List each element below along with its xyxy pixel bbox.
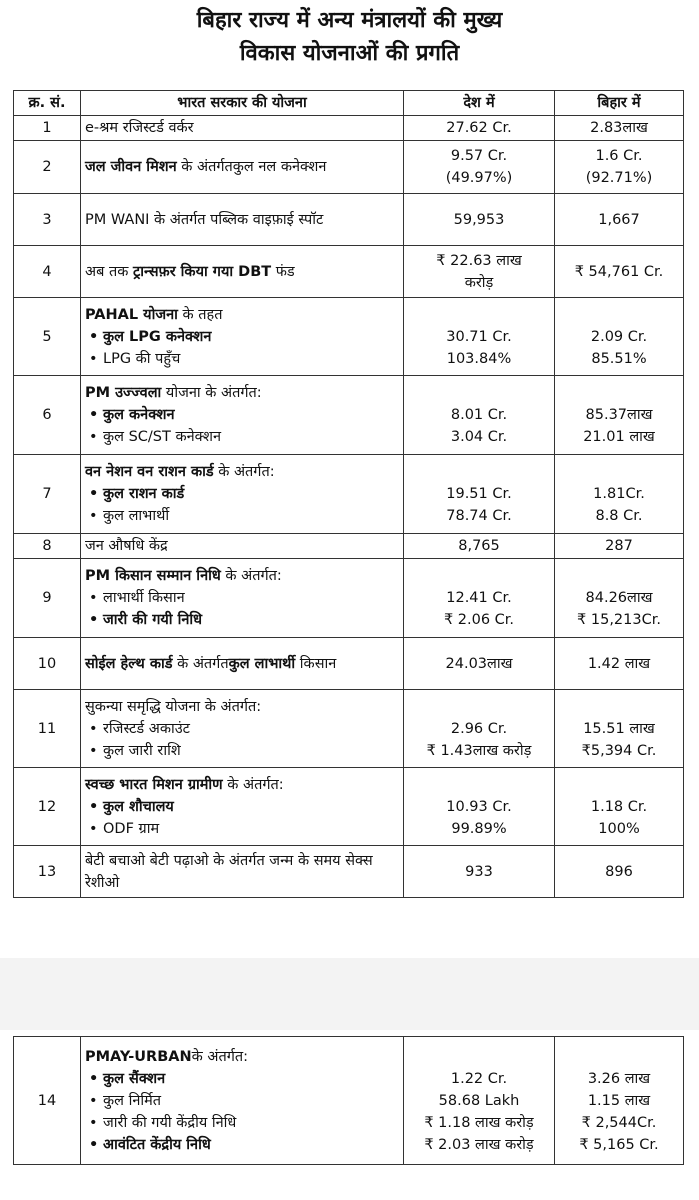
country-value-1: 19.51 Cr.: [446, 486, 512, 502]
scheme-heading: [85, 304, 403, 326]
scheme-heading: [85, 774, 403, 796]
scheme-heading-rest: के अंतर्गत:: [213, 464, 275, 480]
scheme-heading-rest: के अंतर्गत:: [220, 568, 282, 584]
scheme-heading-rest: के अंतर्गत:: [191, 1048, 249, 1065]
table-row: [14, 141, 684, 194]
country-value: 24.03लाख: [404, 638, 555, 690]
bihar-value-1: 85.37लाख: [585, 407, 653, 423]
page-gap: [0, 958, 699, 1030]
country-value-2: 3.04 Cr.: [450, 429, 508, 445]
bihar-value: 896: [555, 846, 684, 898]
bihar-value-1: 1.18 Cr.: [590, 798, 648, 815]
country-value: [404, 690, 555, 768]
bihar-value: 287: [555, 534, 684, 559]
country-value-4: ₹ 2.03 लाख करोड़: [424, 1136, 534, 1153]
scheme-heading: [85, 382, 403, 404]
scheme-heading-bold: PM उज्ज्वला: [85, 385, 162, 401]
scheme-subitem: • कुल निर्मित: [85, 1090, 403, 1112]
scheme-subitem: • कुल शौचालय: [85, 796, 403, 818]
country-value-1: 12.41 Cr.: [446, 590, 512, 606]
header-country: देश में: [404, 91, 555, 116]
scheme-heading: सुकन्या समृद्धि योजना के अंतर्गत:: [85, 698, 262, 715]
scheme-heading-bold: स्वच्छ भारत मिशन ग्रामीण: [85, 776, 223, 793]
scheme-heading-rest: योजना के अंतर्गत:: [161, 385, 262, 401]
scheme-heading: [85, 565, 403, 587]
row-number: 13: [14, 846, 81, 898]
bihar-value: [555, 455, 684, 534]
row-number: 14: [14, 1037, 81, 1165]
table-row: [14, 455, 684, 534]
country-value: [404, 1037, 555, 1165]
bihar-value: [555, 1037, 684, 1165]
scheme-heading-bold: वन नेशन वन राशन कार्ड: [85, 464, 214, 480]
country-value-2: (49.97%): [445, 170, 513, 186]
row-number: 12: [14, 768, 81, 846]
table-row: [14, 116, 684, 141]
bihar-value-2: ₹ 15,213Cr.: [577, 612, 661, 628]
scheme-name-post: किसान: [295, 655, 337, 672]
scheme-name: [81, 1037, 404, 1165]
bihar-value-1: 2.09 Cr.: [590, 328, 648, 345]
country-value: 59,953: [404, 194, 555, 246]
scheme-subitem: • कुल LPG कनेक्शन: [85, 326, 403, 348]
bihar-value: ₹ 54,761 Cr.: [555, 246, 684, 298]
scheme-subitem: • लाभार्थी किसान: [85, 587, 403, 609]
bihar-value-2: 21.01 लाख: [583, 429, 655, 445]
bihar-value: [555, 298, 684, 376]
table-header-row: [14, 91, 684, 116]
scheme-name: e-श्रम रजिस्टर्ड वर्कर: [81, 116, 404, 141]
table-row: [14, 768, 684, 846]
scheme-subitem: • LPG की पहुँच: [85, 348, 403, 370]
bihar-value: [555, 559, 684, 638]
scheme-subitem: • जारी की गयी केंद्रीय निधि: [85, 1112, 403, 1134]
country-value-2: 103.84%: [446, 350, 512, 367]
scheme-heading: [85, 461, 403, 483]
scheme-subitem: • कुल सैंक्शन: [85, 1068, 403, 1090]
scheme-heading-rest: के अंतर्गत:: [222, 776, 284, 793]
bihar-value: 1.42 लाख: [555, 638, 684, 690]
bihar-value-1: 1.81Cr.: [593, 486, 645, 502]
scheme-subitem: • जारी की गयी निधि: [85, 609, 403, 631]
row-number: 2: [14, 141, 81, 194]
page-title: [0, 4, 699, 70]
scheme-subitem: • कुल लाभार्थी: [85, 505, 403, 527]
header-scheme: भारत सरकार की योजना: [81, 91, 404, 116]
table-row: [14, 559, 684, 638]
row-number: 10: [14, 638, 81, 690]
row-number: 1: [14, 116, 81, 141]
scheme-name: [81, 455, 404, 534]
bihar-value-1: 3.26 लाख: [587, 1070, 651, 1087]
table-row: [14, 690, 684, 768]
country-value: [404, 141, 555, 194]
scheme-heading-bold: PAHAL योजना: [85, 306, 178, 323]
bihar-value: [555, 690, 684, 768]
row-number: 3: [14, 194, 81, 246]
country-value-2: करोड़: [464, 274, 494, 291]
table-row: [14, 1037, 684, 1165]
country-value: [404, 246, 555, 298]
scheme-subitem: • कुल SC/ST कनेक्शन: [85, 426, 403, 448]
scheme-name: बेटी बचाओ बेटी पढ़ाओ के अंतर्गत जन्म के समय सेक्स रेशीओ: [81, 846, 404, 898]
scheme-subitem: • आवंटित केंद्रीय निधि: [85, 1134, 403, 1156]
scheme-subitem: • कुल कनेक्शन: [85, 404, 403, 426]
row-number: 7: [14, 455, 81, 534]
row-number: 4: [14, 246, 81, 298]
bihar-value: 1,667: [555, 194, 684, 246]
scheme-name: [81, 246, 404, 298]
country-value: 27.62 Cr.: [404, 116, 555, 141]
table-row: [14, 246, 684, 298]
title-line-2: विकास योजनाओं की प्रगति: [239, 41, 460, 66]
scheme-heading: [85, 1046, 403, 1068]
row-number: 9: [14, 559, 81, 638]
scheme-name: PM WANI के अंतर्गत पब्लिक वाइफ़ाई स्पॉट: [81, 194, 404, 246]
bihar-value-4: ₹ 5,165 Cr.: [579, 1136, 659, 1153]
scheme-name: [81, 298, 404, 376]
scheme-name-bold: ट्रान्सफ़र किया गया DBT: [132, 263, 272, 280]
country-value-1: 8.01 Cr.: [450, 407, 508, 423]
bihar-value-1: 15.51 लाख: [583, 720, 655, 737]
scheme-name-rest: के अंतर्गतकुल नल कनेक्शन: [176, 159, 327, 175]
country-value-1: 1.22 Cr.: [450, 1070, 508, 1087]
country-value-2: ₹ 2.06 Cr.: [443, 612, 515, 628]
bihar-value: [555, 768, 684, 846]
bihar-value: 2.83लाख: [555, 116, 684, 141]
row-number: 5: [14, 298, 81, 376]
table-row: [14, 846, 684, 898]
bihar-value-2: 85.51%: [591, 350, 647, 367]
scheme-name: जन औषधि केंद्र: [81, 534, 404, 559]
country-value-1: 30.71 Cr.: [446, 328, 512, 345]
country-value-2: 78.74 Cr.: [446, 508, 512, 524]
scheme-name: [81, 638, 404, 690]
country-value-1: 2.96 Cr.: [450, 720, 508, 737]
country-value-2: 99.89%: [451, 820, 507, 837]
country-value-2: ₹ 1.43लाख करोड़: [426, 742, 532, 759]
row-number: 6: [14, 376, 81, 455]
scheme-subitem: • ODF ग्राम: [85, 818, 403, 840]
row-number: 8: [14, 534, 81, 559]
country-value: [404, 298, 555, 376]
bihar-value: [555, 141, 684, 194]
header-sno: क्र. सं.: [14, 91, 81, 116]
country-value-1: 10.93 Cr.: [446, 798, 512, 815]
country-value: [404, 376, 555, 455]
scheme-name-mid: के अंतर्गत: [172, 655, 229, 672]
country-value: 8,765: [404, 534, 555, 559]
scheme-name-bold: जल जीवन मिशन: [85, 159, 177, 175]
country-value: [404, 559, 555, 638]
header-bihar: बिहार में: [555, 91, 684, 116]
schemes-table: [13, 90, 684, 898]
schemes-table-continued: [13, 1036, 684, 1165]
bihar-value: [555, 376, 684, 455]
country-value-3: ₹ 1.18 लाख करोड़: [424, 1114, 534, 1131]
bihar-value-3: ₹ 2,544Cr.: [581, 1114, 657, 1131]
scheme-name-post: फंड: [271, 263, 295, 280]
country-value: [404, 455, 555, 534]
scheme-subitem: • कुल राशन कार्ड: [85, 483, 403, 505]
table-row: [14, 298, 684, 376]
scheme-name-bold: सोईल हेल्थ कार्ड: [85, 655, 173, 672]
country-value-1: ₹ 22.63 लाख: [436, 252, 522, 269]
country-value-1: 9.57 Cr.: [450, 148, 508, 164]
country-value-2: 58.68 Lakh: [438, 1092, 520, 1109]
scheme-heading-bold: PMAY-URBAN: [85, 1048, 192, 1065]
bihar-value-2: 100%: [598, 820, 640, 837]
row-number: 11: [14, 690, 81, 768]
title-line-1: बिहार राज्य में अन्य मंत्रालयों की मुख्य: [196, 8, 503, 33]
bihar-value-1: 84.26लाख: [585, 590, 653, 606]
scheme-name: [81, 768, 404, 846]
bihar-value-2: ₹5,394 Cr.: [581, 742, 657, 759]
scheme-name: [81, 376, 404, 455]
table-row: [14, 534, 684, 559]
scheme-name: [81, 141, 404, 194]
scheme-subitem: • कुल जारी राशि: [85, 740, 403, 762]
bihar-value-2: 8.8 Cr.: [595, 508, 643, 524]
bihar-value-2: 1.15 लाख: [587, 1092, 651, 1109]
scheme-name-pre: अब तक: [85, 263, 133, 280]
table-row: [14, 638, 684, 690]
bihar-value-1: 1.6 Cr.: [595, 148, 643, 164]
country-value: [404, 768, 555, 846]
country-value: 933: [404, 846, 555, 898]
scheme-name: [81, 559, 404, 638]
scheme-name-bold-2: कुल लाभार्थी: [228, 655, 296, 672]
scheme-name: [81, 690, 404, 768]
table-row: [14, 194, 684, 246]
scheme-heading-rest: के तहत: [177, 306, 223, 323]
scheme-subitem: • रजिस्टर्ड अकाउंट: [85, 718, 403, 740]
scheme-heading-bold: PM किसान सम्मान निधि: [85, 568, 221, 584]
table-row: [14, 376, 684, 455]
bihar-value-2: (92.71%): [585, 170, 653, 186]
